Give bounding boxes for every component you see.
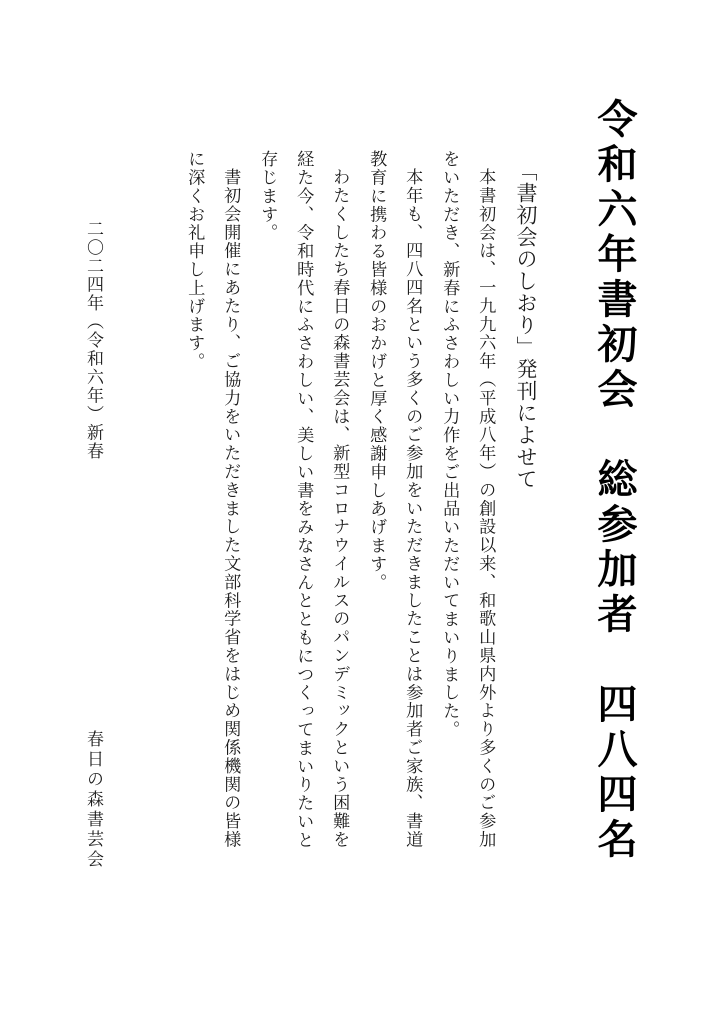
title-column bbox=[591, 98, 638, 863]
document-heading: 「書初会のしおり」発刊によせて bbox=[514, 160, 538, 490]
title-gap-1 bbox=[591, 413, 638, 458]
body-line-9: に深くお礼申し上げます。 bbox=[184, 150, 205, 371]
body-line-7: 存じます。 bbox=[257, 150, 278, 242]
title-event: 令和六年書初会 bbox=[591, 98, 638, 413]
title-gap-2 bbox=[591, 638, 638, 683]
title-label: 総参加者 bbox=[591, 458, 638, 638]
body-line-2: をいただき、新春にふさわしい力作をご出品いただいてまいりました。 bbox=[439, 150, 460, 739]
body-line-1: 本書初会は、一九九六年（平成八年）の創設以来、和歌山県内外より多くのご参加 bbox=[475, 168, 496, 849]
body-line-4: 教育に携わる皆様のおかげと厚く感謝申しあげます。 bbox=[366, 150, 387, 592]
organization-signature: 春日の森書芸会 bbox=[83, 730, 103, 870]
body-line-5: わたくしたち春日の森書芸会は、新型コロナウイルスのパンデミックという困難を bbox=[329, 168, 350, 849]
body-line-3: 本年も、四八四名という多くのご参加をいただきましたことは参加者ご家族、書道 bbox=[402, 168, 423, 849]
body-line-6: 経た今、令和時代にふさわしい、美しい書をみなさんとともにつくってまいりたいと bbox=[293, 150, 314, 850]
document-date: 二〇二四年（令和六年）新春 bbox=[83, 220, 103, 461]
body-line-8: 書初会開催にあたり、ご協力をいただきました文部科学省をはじめ関係機関の皆様 bbox=[220, 168, 241, 849]
title-count: 四八四名 bbox=[591, 683, 638, 863]
